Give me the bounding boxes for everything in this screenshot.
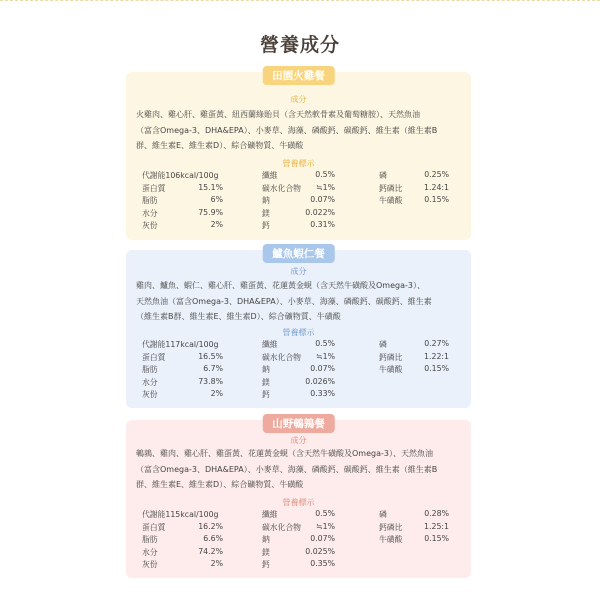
nutrient-label: 碳水化合物	[262, 183, 301, 193]
ingredient-line: 群、維生素E、維生素D）、綜合礦物質、牛磺酸	[136, 480, 304, 489]
nutrient-label: 纖維	[262, 510, 278, 519]
nutrient-label: 蛋白質	[142, 183, 166, 193]
recipe-card-seabass-shrimp	[126, 250, 471, 408]
nutrient-value: 0.35%	[310, 559, 335, 569]
ingredients-text	[136, 446, 466, 493]
nutrient-label: 鈣	[262, 560, 270, 570]
nutrient-label: 代謝能115kcal/100g	[142, 510, 219, 519]
nutrient-value: 0.026%	[305, 376, 335, 386]
nutrition-row	[126, 220, 471, 231]
nutrient-label: 脂肪	[142, 365, 158, 375]
nutrient-label: 代謝能117kcal/100g	[142, 340, 219, 349]
nutrient-label: 蛋白質	[142, 522, 166, 532]
nutrient-value: 0.33%	[310, 389, 335, 399]
ingredient-line: 火雞肉、雞心肝、雞蛋黃、紐西蘭綠貽貝（含天然軟骨素及葡萄糖胺）、天然魚油	[136, 110, 420, 119]
nutrition-row	[126, 509, 471, 520]
ingredient-line: 雞肉、鱸魚、蝦仁、雞心肝、雞蛋黃、花蓮黃金蜆（含天然牛磺酸及Omega-3）、	[136, 281, 425, 290]
nutrient-label: 鈉	[262, 365, 270, 375]
nutrient-value: ≒1%	[316, 521, 335, 531]
nutrient-value: 0.15%	[424, 364, 449, 374]
nutrient-value: 0.5%	[315, 170, 335, 179]
nutrient-value: 1.25:1	[424, 521, 449, 531]
nutrient-label: 脂肪	[142, 196, 158, 206]
nutrient-label: 鈣磷比	[379, 352, 403, 362]
nutrition-row	[126, 522, 471, 533]
nutrient-label: 纖維	[262, 171, 278, 180]
nutrient-label: 蛋白質	[142, 352, 166, 362]
nutrient-label: 水分	[142, 547, 158, 557]
nutrient-label: 灰份	[142, 221, 158, 231]
nutrient-value: 75.9%	[198, 207, 223, 217]
nutrient-label: 鈉	[262, 535, 270, 545]
nutrient-value: 2%	[210, 220, 223, 230]
ingredient-line: （富含Omega-3、DHA&EPA）、小麥草、海藻、磷酸鈣、碳酸鈣、維生素（維生素B	[136, 464, 438, 474]
nutrition-row	[126, 352, 471, 363]
nutrition-row	[126, 170, 471, 181]
recipe-name-tag: 山野鵪鶉餐	[262, 414, 335, 433]
nutrient-value: 15.1%	[198, 182, 223, 192]
nutrition-row	[126, 534, 471, 545]
ingredients-text	[136, 107, 466, 154]
ingredient-line: （維生素B群、維生素E、維生素D）、綜合礦物質、牛磺酸	[136, 312, 341, 321]
nutrient-label: 碳水化合物	[262, 522, 301, 532]
nutrient-value: 16.5%	[198, 351, 223, 361]
nutrient-label: 碳水化合物	[262, 352, 301, 362]
nutrient-label: 灰份	[142, 390, 158, 400]
nutrition-row	[126, 377, 471, 388]
nutrition-row	[126, 208, 471, 219]
nutrient-value: 0.15%	[424, 534, 449, 544]
nutrient-label: 磷	[379, 510, 387, 519]
nutrient-value: 16.2%	[198, 521, 223, 531]
recipe-name-tag: 鱸魚蝦仁餐	[262, 244, 335, 263]
nutrient-value: 0.28%	[424, 509, 449, 518]
nutrient-value: 0.025%	[305, 546, 335, 556]
ingredients-heading: 成分	[290, 267, 307, 276]
nutrient-value: 0.022%	[305, 207, 335, 217]
nutrition-heading: 營養標示	[282, 159, 315, 168]
nutrient-label: 牛磺酸	[379, 365, 403, 375]
ingredient-line: 群、維生素E、維生素D）、綜合礦物質、牛磺酸	[136, 141, 304, 150]
nutrient-value: 0.5%	[315, 509, 335, 518]
nutrient-value: 1.24:1	[424, 182, 449, 192]
nutrient-value: 0.25%	[424, 170, 449, 179]
nutrient-value: 0.27%	[424, 339, 449, 348]
nutrient-value: 0.5%	[315, 339, 335, 348]
ingredients-heading: 成分	[290, 436, 307, 445]
nutrient-label: 鈣磷比	[379, 522, 403, 532]
nutrient-value: 0.07%	[310, 534, 335, 544]
ingredient-line: 天然魚油（富含Omega-3、DHA&EPA）、小麥草、海藻、磷酸鈣、碳酸鈣、維生素	[136, 296, 432, 306]
nutrient-label: 鎂	[262, 208, 270, 218]
nutrition-row	[126, 195, 471, 206]
nutrient-label: 鈣	[262, 221, 270, 231]
nutrient-label: 水分	[142, 208, 158, 218]
nutrient-value: 6.6%	[203, 534, 223, 544]
nutrition-row	[126, 364, 471, 375]
nutrient-label: 鎂	[262, 377, 270, 387]
nutrient-value: 73.8%	[198, 376, 223, 386]
nutrient-label: 鈣	[262, 390, 270, 400]
nutrient-value: 6.7%	[203, 364, 223, 374]
nutrition-row	[126, 559, 471, 570]
ingredients-heading: 成分	[290, 95, 307, 104]
nutrient-label: 磷	[379, 171, 387, 180]
nutrient-value: 2%	[210, 389, 223, 399]
nutrient-value: 6%	[210, 195, 223, 205]
ingredients-text	[136, 278, 466, 325]
nutrient-value: 2%	[210, 559, 223, 569]
nutrition-row	[126, 339, 471, 350]
nutrient-value: 0.07%	[310, 195, 335, 205]
recipe-card-quail	[126, 420, 471, 578]
nutrient-value: 1.22:1	[424, 351, 449, 361]
nutrient-label: 纖維	[262, 340, 278, 349]
nutrition-heading: 營養標示	[282, 498, 315, 507]
nutrient-label: 磷	[379, 340, 387, 349]
nutrition-heading: 營養標示	[282, 328, 315, 337]
nutrient-value: ≒1%	[316, 182, 335, 192]
nutrient-label: 鎂	[262, 547, 270, 557]
nutrient-label: 鈉	[262, 196, 270, 206]
nutrient-value: ≒1%	[316, 351, 335, 361]
nutrient-label: 牛磺酸	[379, 196, 403, 206]
nutrient-value: 0.07%	[310, 364, 335, 374]
nutrient-value: 0.31%	[310, 220, 335, 230]
recipe-name-tag: 田園火雞餐	[262, 66, 335, 85]
ingredient-line: 鵪鶉、雞肉、雞心肝、雞蛋黃、花蓮黃金蜆（含天然牛磺酸及Omega-3）、天然魚油	[136, 449, 433, 458]
nutrition-row	[126, 547, 471, 558]
nutrient-label: 代謝能106kcal/100g	[142, 171, 219, 180]
page-title: 營養成分	[259, 34, 340, 56]
nutrient-value: 0.15%	[424, 195, 449, 205]
nutrient-label: 牛磺酸	[379, 535, 403, 545]
ingredient-line: （富含Omega-3、DHA&EPA）、小麥草、海藻、磷酸鈣、碳酸鈣、維生素（維生素B	[136, 125, 438, 135]
top-dashed-border	[0, 0, 600, 20]
nutrition-row	[126, 183, 471, 194]
nutrient-value: 74.2%	[198, 546, 223, 556]
nutrient-label: 灰份	[142, 560, 158, 570]
nutrition-row	[126, 389, 471, 400]
nutrient-label: 水分	[142, 377, 158, 387]
nutrient-label: 脂肪	[142, 535, 158, 545]
recipe-card-turkey	[126, 72, 471, 240]
nutrient-label: 鈣磷比	[379, 183, 403, 193]
